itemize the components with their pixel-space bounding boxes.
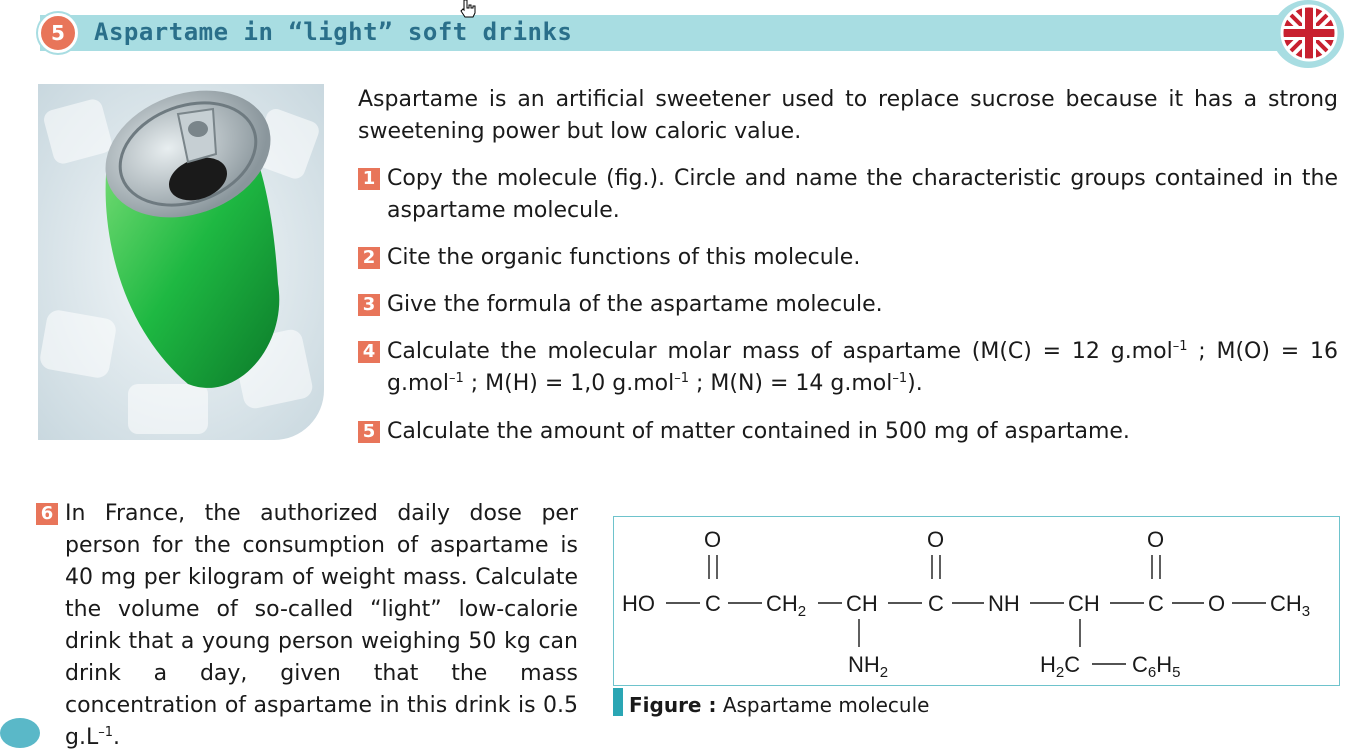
atom-o-1: O [704, 527, 722, 552]
atom-c-1: C [705, 591, 721, 616]
atom-o-ester: O [1208, 591, 1226, 616]
question-text: In France, the authorized daily dose per person for the consumption of aspartame is 40 mg per kilogram of weight mass. Calculate the volume of so-called “light” low-calorie drink that a young person weighing 50 kg can drink a day, given that the mass concentration of aspartame in this drink is 0.5 g.L [65, 501, 578, 750]
superscript: –1 [98, 725, 113, 740]
superscript: –1 [674, 371, 689, 386]
question-number: 5 [358, 421, 380, 443]
question-text: Calculate the amount of matter contained in 500 mg of aspartame. [387, 419, 1130, 444]
question-text-part: ). [907, 371, 923, 396]
figure-caption-label: Figure : [629, 693, 717, 717]
figure-caption-text: Aspartame molecule [722, 693, 930, 717]
question-number: 2 [358, 247, 380, 269]
aspartame-molecule-diagram [614, 517, 1338, 684]
atom-c-2: C [928, 591, 944, 616]
exercise-title: Aspartame in “light” soft drinks [94, 18, 573, 46]
question-number: 4 [358, 341, 380, 363]
atom-ch-1: CH [846, 591, 878, 616]
exercise-number: 5 [51, 21, 65, 45]
uk-flag-icon[interactable] [1280, 4, 1338, 62]
question-6 [36, 498, 578, 754]
question-number: 3 [358, 294, 380, 316]
atom-o-2: O [927, 527, 945, 552]
atom-ho: HO [622, 591, 655, 616]
atom-nh2: $NH_2$ [848, 652, 889, 681]
question-3 [358, 289, 1338, 321]
atom-c-3: C [1148, 591, 1164, 616]
question-text-part: Calculate the molecular molar mass of aspartame (M(C) = 12 g.mol [387, 339, 1173, 364]
soda-can-photo [38, 84, 324, 440]
molecule-figure-box [613, 516, 1340, 686]
question-1 [358, 163, 1338, 227]
question-text-part: ; M(H) = 1,0 g.mol [463, 371, 675, 396]
atom-c6h5: $C_6H_5$ [1132, 652, 1181, 681]
atom-ch3: $CH_3$ [1270, 591, 1311, 620]
superscript: –1 [1172, 339, 1188, 354]
atom-ch2: $CH_2$ [766, 591, 807, 620]
atom-o-3: O [1147, 527, 1165, 552]
question-text: Cite the organic functions of this molecule. [387, 245, 861, 270]
question-text-end: . [113, 725, 120, 750]
superscript: –1 [892, 371, 908, 386]
intro-paragraph: Aspartame is an artificial sweetener used to replace sucrose because it has a strong sweetening power but low caloric value. [358, 87, 1338, 144]
atom-nh: NH [988, 591, 1020, 616]
hand-cursor-icon [458, 0, 478, 18]
figure-caption [629, 693, 929, 717]
atom-h2c: $H_2C$ [1040, 652, 1081, 681]
question-text: Give the formula of the aspartame molecule. [387, 292, 883, 317]
question-text: Copy the molecule (fig.). Circle and name the characteristic groups contained in the aspartame molecule. [387, 166, 1338, 223]
superscript: –1 [448, 371, 464, 386]
figure-caption-marker [613, 688, 623, 716]
exercise-number-badge [38, 13, 78, 53]
atom-ch-2: CH [1068, 591, 1100, 616]
question-number: 6 [36, 503, 58, 525]
question-text-part: ; M(N) = 14 g.mol [688, 371, 893, 396]
question-4 [358, 336, 1338, 400]
question-2 [358, 242, 1338, 274]
question-5 [358, 416, 1338, 448]
page-corner-decoration [0, 718, 40, 748]
question-number: 1 [358, 168, 380, 190]
question-text-part: ; M(O) = 16 g.mol [387, 339, 1338, 396]
